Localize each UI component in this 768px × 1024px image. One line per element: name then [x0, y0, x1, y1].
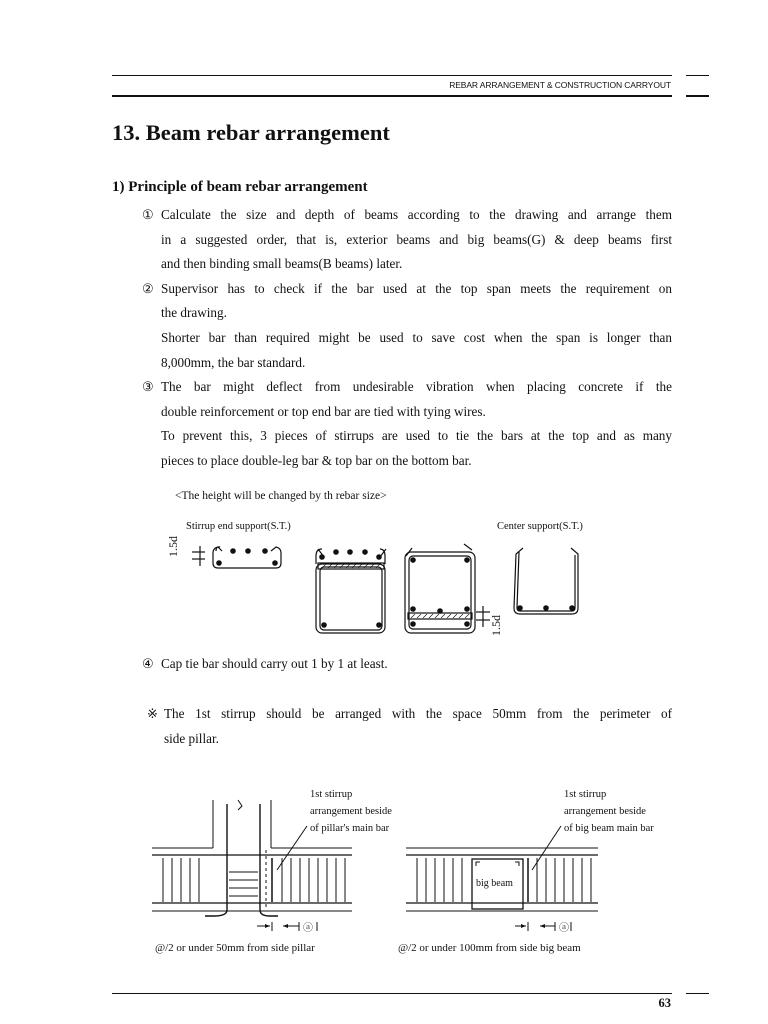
dim-left-label: 1.5d [166, 536, 180, 557]
item-3-line-3: To prevent this, 3 pieces of stirrups are used to tie the bars at the top and as many [161, 428, 672, 444]
footer-rule [112, 993, 672, 994]
callout-right: 1st stirrup arrangement beside of big beam main bar [564, 789, 654, 834]
figure2-caption-right: @/2 or under 100mm from side big beam [398, 942, 581, 954]
figure1-label-right: Center support(S.T.) [497, 521, 583, 532]
item-1-line-3: and then binding small beams(B beams) later. [161, 256, 403, 272]
left-dim-label: ⓐ [303, 923, 313, 934]
callout-left: 1st stirrup arrangement beside of pillar's main bar [310, 789, 392, 834]
item-marker: ④ [142, 656, 154, 671]
figure1-label-left: Stirrup end support(S.T.) [186, 521, 291, 532]
item-3-line-2: double reinforcement or top end bar are tied with tying wires. [161, 403, 486, 419]
section-heading: 1) Principle of beam rebar arrangement [112, 179, 368, 195]
item-2-line-1: ② Supervisor has to check if the bar used at the top span meets the requirement on [142, 277, 672, 302]
item-marker: ② [142, 280, 154, 296]
right-dim-label: ⓐ [559, 923, 569, 934]
item-2-line-4: 8,000mm, the bar standard. [161, 354, 306, 370]
page-number: 63 [658, 996, 671, 1010]
note-line-1: ※ The 1st stirrup should be arranged with the space 50mm from the perimeter of [147, 702, 672, 727]
footer-rule-tab [686, 993, 709, 994]
dim-right-label: 1.5d [489, 615, 503, 636]
item-1-line-1: ① Calculate the size and depth of beams according to the drawing and arrange them [142, 203, 672, 228]
big-beam-label: big beam [476, 878, 513, 889]
note-marker: ※ [147, 706, 159, 721]
item-2-line-2: the drawing. [161, 305, 227, 321]
item-3-line-1: ③ The bar might deflect from undesirable vibration when placing concrete if the [142, 375, 672, 400]
note-line-2: side pillar. [164, 730, 219, 746]
figure1-caption: <The height will be changed by th rebar size> [175, 490, 387, 502]
figure2-caption-left: @/2 or under 50mm from side pillar [155, 942, 315, 954]
item-4-line: ④ Cap tie bar should carry out 1 by 1 at least. [142, 652, 672, 677]
running-header: REBAR ARRANGEMENT & CONSTRUCTION CARRYOUT [449, 80, 671, 90]
pillar-shape [205, 800, 278, 916]
item-3-line-4: pieces to place double-leg bar & top bar on the bottom bar. [161, 452, 472, 468]
item-marker: ③ [142, 379, 154, 395]
item-2-line-3: Shorter bar than required might be used to save cost when the span is longer than [161, 329, 672, 345]
page-title: 13. Beam rebar arrangement [112, 120, 390, 145]
item-marker: ① [142, 207, 154, 222]
item-1-line-2: in a suggested order, that is, exterior beams and big beams(G) & deep beams first [161, 231, 672, 247]
